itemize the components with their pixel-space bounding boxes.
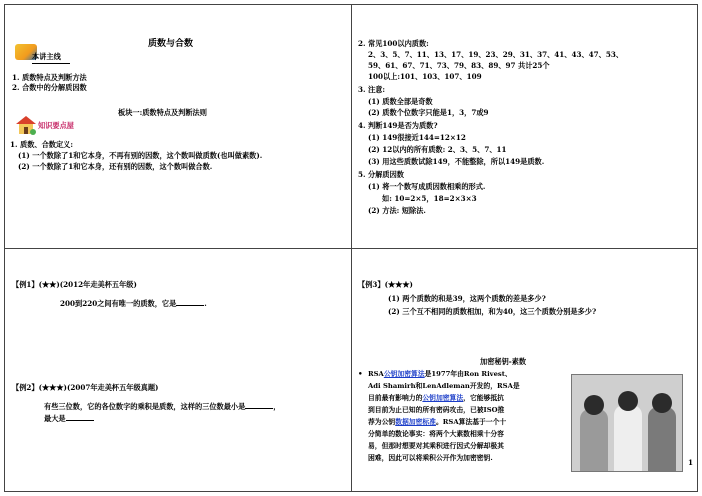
rsa-line-1 [368,369,512,379]
rsa-link-data-encryption[interactable]: 数据加密标准 [395,418,436,426]
example-2-line-1 [44,400,280,412]
lesson-title: 质数与合数 [148,39,194,49]
rsa-text: ，它能够抵抗 [463,394,504,402]
example-3-meta: (★★★) [384,280,413,289]
q2-line-6: (1) 质数全部是奇数 [368,97,433,106]
bullet-icon: • [358,369,363,378]
rsa-link-public-key[interactable]: 公钥加密算法 [383,370,425,378]
q2-line-13: (1) 将一个数写成质因数相乘的形式. [368,182,486,191]
photo-head-2 [618,391,638,411]
rsa-inventors-photo [571,374,683,472]
rsa-link-public-key-2[interactable]: 公钥加密算法 [422,394,464,402]
example-2-text-1-end: ， [273,402,281,411]
rsa-text: 荐为公钥 [368,418,396,426]
answer-blank[interactable] [176,297,204,306]
rsa-line-4 [368,405,504,415]
horizontal-divider [4,248,698,249]
photo-head-1 [584,395,604,415]
photo-person-3 [648,407,676,471]
example-3-item-1: (1) 两个质数的和是39，这两个质数的差是多少? [388,294,546,303]
q2-line-2: 2、3、5、7、11、13、17、19、23、29、31、37、41、43、47、53、 [368,50,624,59]
q2-line-15: (2) 方法: 短除法. [368,206,426,215]
example-1-end: . [204,299,207,308]
rsa-line-7 [368,441,504,451]
example-2-label: 【例2】 [12,383,39,392]
rsa-text: 。RSA算法基于一个十 [435,418,507,426]
rsa-line-8 [368,453,493,463]
rsa-text: Adi Shamirh和LenAdleman开发的，RSA是 [368,382,520,390]
rsa-line-2 [368,381,520,391]
q2-line-10: (2) 12以内的所有质数: 2、3、5、7、11 [368,145,507,154]
q2-line-9: (1) 149很接近144=12×12 [368,133,466,142]
example-1 [12,280,137,290]
rsa-line-6 [368,429,504,439]
example-2-meta: (★★★)(2007年走美杯五年级真题) [38,383,159,392]
q2-line-11: (3) 用这些质数试除149，不能整除，所以149是质数. [368,157,545,166]
main-item-2: 2. 合数中的分解质因数 [12,83,87,92]
photo-person-1 [580,409,608,471]
q2-line-4: 100以上:101、103、107、109 [368,72,482,81]
rsa-text: 困难，因此可以将乘积公开作为加密密钥. [368,454,493,462]
main-line-label: 本讲主线 [32,52,61,61]
example-1-question [60,297,207,309]
example-3-item-2: (2) 三个互不相同的质数相加，和为40，这三个质数分别是多少? [388,307,597,316]
q2-line-1: 2. 常见100以内质数: [358,39,429,48]
main-line-underline [32,63,70,64]
example-2-text-2: 最大是 [44,414,66,423]
q2-line-8: 4. 判断149是否为质数? [358,121,438,130]
rsa-text: RSA [368,370,384,378]
example-1-label: 【例1】 [12,280,39,289]
definition-composite: (2) 一个数除了1和它本身，还有别的因数，这个数叫做合数. [18,162,213,171]
answer-blank[interactable] [245,400,273,409]
definition-prime: (1) 一个数除了1和它本身，不再有别的因数，这个数叫做质数(也叫做素数). [18,151,263,160]
q2-line-7: (2) 质数个位数字只能是1，3，7或9 [368,108,489,117]
rsa-text: 易，但那时想要对其乘积进行因式分解却极其 [368,442,504,450]
example-2 [12,383,158,393]
q2-line-5: 3. 注意: [358,85,386,94]
q2-line-3: 59、61、67、71、73、79、83、89、97 共计25个 [368,61,550,70]
photo-person-2 [614,405,642,471]
secret-title: 加密秘钥-素数 [480,357,527,366]
rsa-text: 目前最有影响力的 [368,394,423,402]
example-2-line-2 [44,412,94,424]
q2-line-14: 如: 10=2×5，18=2×3×3 [382,194,477,203]
example-3-label: 【例3】 [358,280,385,289]
rsa-line-3 [368,393,504,403]
rsa-text: 是1977年由Ron Rivest、 [424,370,512,378]
rsa-text: 分简单的数论事实：将两个大素数相乘十分容 [368,430,504,438]
example-2-text-1: 有些三位数，它的各位数字的乘积是质数，这样的三位数最小是 [44,402,246,411]
rsa-line-5 [368,417,506,427]
example-3 [358,280,413,290]
photo-head-3 [652,393,672,413]
example-1-meta: (★★)(2012年走美杯五年级) [38,280,137,289]
q2-line-12: 5. 分解质因数 [358,170,404,179]
answer-blank[interactable] [66,412,94,421]
knowledge-label: 知识要点屋 [38,121,74,130]
knowledge-house-icon [14,113,38,137]
main-item-1: 1. 质数特点及判断方法 [12,73,87,82]
page-number: 1 [688,458,694,467]
rsa-text: 到目前为止已知的所有密码攻击，已被ISO推 [368,406,505,414]
example-1-text: 200到220之间有唯一的质数，它是 [60,299,177,308]
definition-heading: 1. 质数、合数定义: [10,140,73,149]
module-heading: 板块一:质数特点及判断法则 [118,108,207,117]
